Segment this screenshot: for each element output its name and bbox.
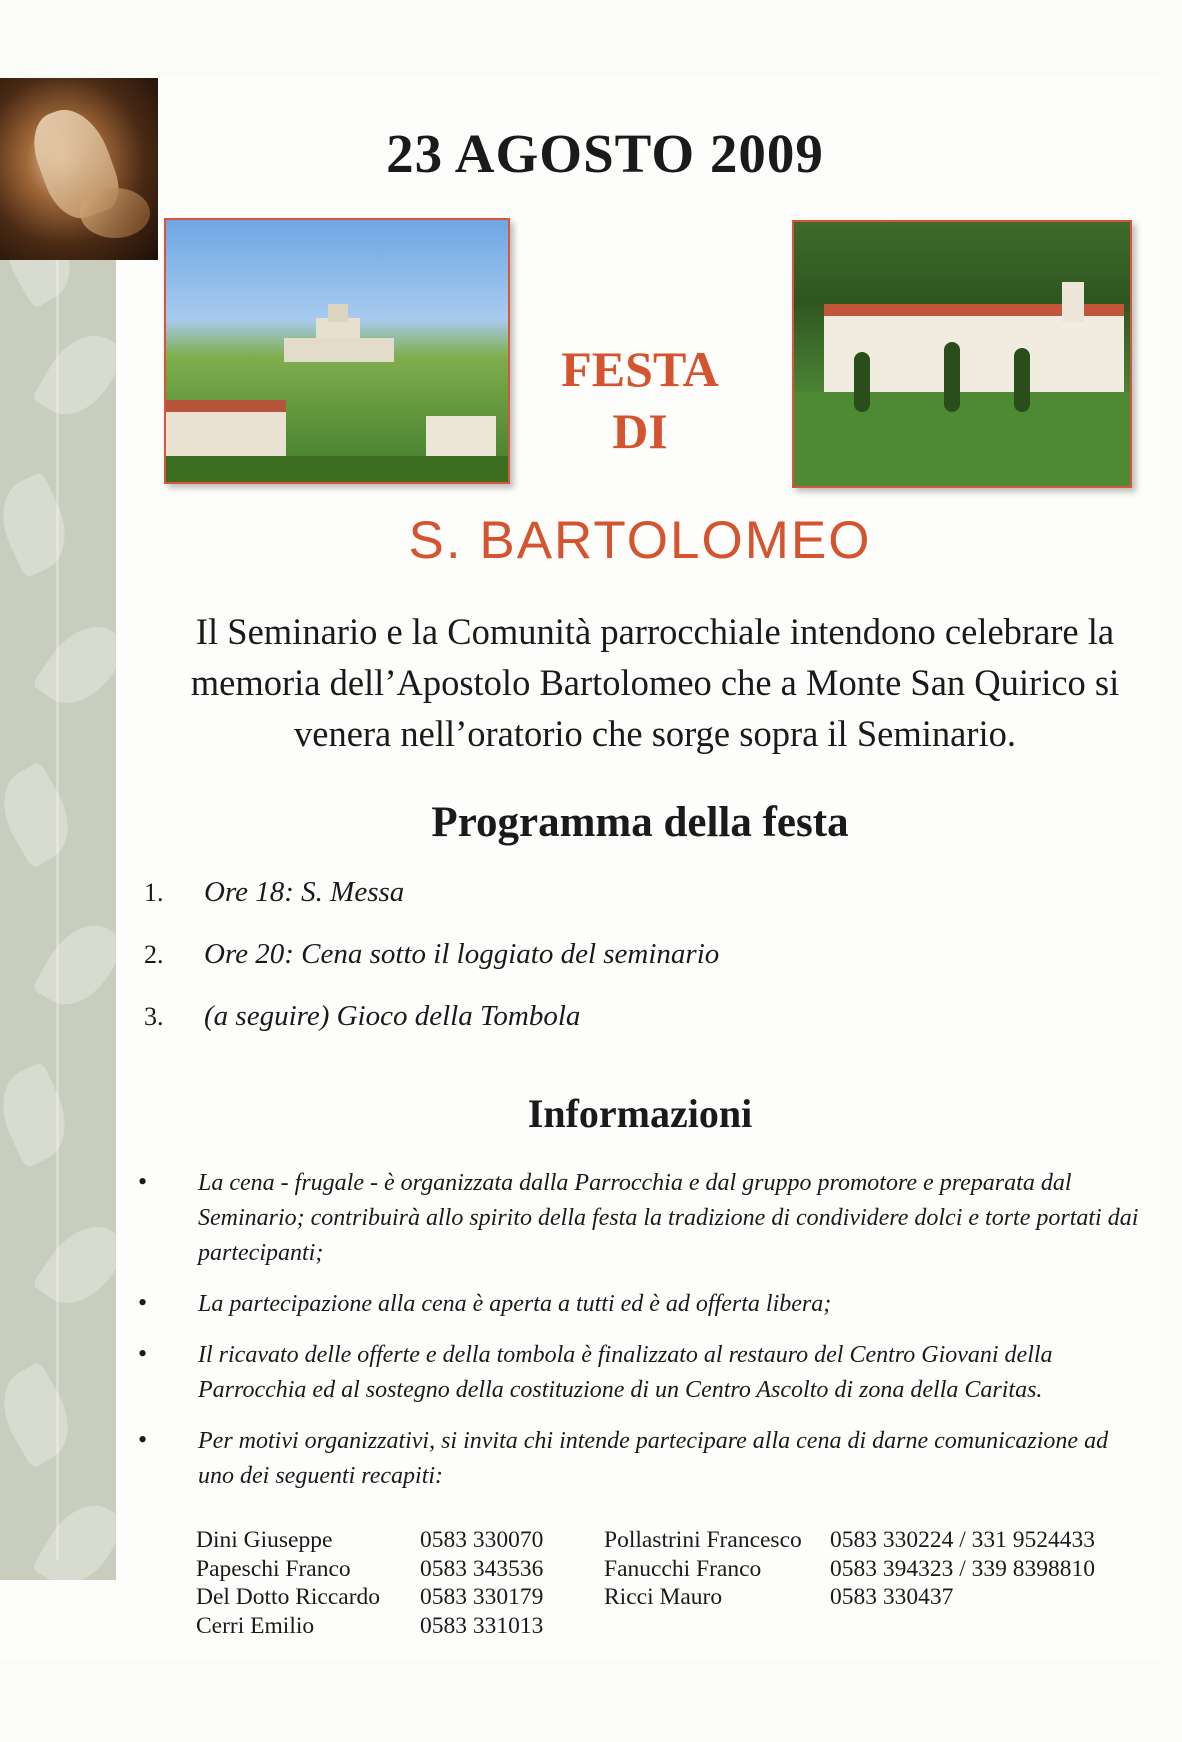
contacts-phones-left: [420, 1526, 580, 1640]
bullet: •: [138, 1288, 148, 1317]
list-item: [132, 1338, 1142, 1408]
contact-name: Pollastrini Francesco: [604, 1527, 802, 1553]
contact-phone: 0583 330070: [420, 1527, 544, 1553]
contact-name: Ricci Mauro: [604, 1584, 723, 1610]
list-item-text: Ore 18: S. Messa: [204, 876, 405, 908]
list-item-text: Per motivi organizzativi, si invita chi intende partecipare alla cena di darne comunicazione ad uno dei seguenti recapiti:: [198, 1428, 1109, 1489]
list-item: [138, 996, 1038, 1058]
contact-phone: 0583 394323 / 339 8398810: [830, 1555, 1096, 1582]
list-item-text: La partecipazione alla cena è aperta a tutti ed è ad offerta libera;: [198, 1291, 832, 1317]
decorative-sidebar: [0, 180, 116, 1580]
intro-paragraph: Il Seminario e la Comunità parrocchiale intendono celebrare la memoria dell’Apostolo Bartolomeo che a Monte San Quirico si venera nell’oratorio che sorge sopra il Seminario.: [190, 611, 1120, 754]
programma-list: [138, 872, 1038, 1058]
list-item-number: 2.: [144, 940, 164, 969]
contacts-names-right: [604, 1526, 824, 1612]
list-item: [132, 1424, 1142, 1494]
contact-name: Papeschi Franco: [196, 1555, 351, 1582]
bullet: •: [138, 1339, 148, 1368]
contact-name: Fanucchi Franco: [604, 1555, 762, 1582]
list-item-text: La cena - frugale - è organizzata dalla Parrocchia e dal gruppo promotore e preparata dal Seminario; contribuirà allo spirito della festa la tradizione di condividere dolci e torte portati dai partecipanti;: [198, 1170, 1139, 1266]
programma-heading: Programma della festa: [431, 799, 849, 846]
informazioni-list: [132, 1166, 1142, 1494]
contact-name: Del Dotto Riccardo: [196, 1584, 381, 1610]
bullet: •: [138, 1167, 148, 1196]
list-item: [138, 872, 1038, 934]
baroque-painting-image: [0, 78, 158, 260]
list-item-text: Il ricavato delle offerte e della tombola è finalizzato al restauro del Centro Giovani della Parrocchia ed al sostegno della costituzione di un Centro Ascolto di zona della Caritas.: [198, 1342, 1053, 1403]
list-item-number: 3.: [144, 1002, 164, 1031]
contacts-phones-right: [830, 1526, 1130, 1612]
list-item-text: Ore 20: Cena sotto il loggiato del seminario: [204, 938, 720, 970]
list-item-number: 1.: [144, 878, 164, 907]
festa-heading: [520, 338, 760, 462]
list-item: [138, 934, 1038, 996]
contact-phone: 0583 343536: [420, 1555, 544, 1582]
event-date: 23 AGOSTO 2009: [386, 123, 824, 184]
contact-name: Cerri Emilio: [196, 1612, 315, 1639]
contact-phone: 0583 331013: [420, 1612, 544, 1639]
contact-name: Dini Giuseppe: [196, 1527, 333, 1553]
bullet: •: [138, 1425, 148, 1454]
contact-phone: 0583 330179: [420, 1584, 544, 1610]
seminary-building-photo: [792, 220, 1132, 488]
village-church-photo: [164, 218, 510, 484]
list-item: [132, 1166, 1142, 1271]
festa-line-1: FESTA: [561, 341, 719, 397]
saint-name-heading: S. BARTOLOMEO: [408, 511, 872, 570]
informazioni-heading: Informazioni: [527, 1091, 753, 1136]
list-item-text: (a seguire) Gioco della Tombola: [204, 1000, 581, 1032]
festa-line-2: DI: [612, 403, 668, 459]
contact-phone: 0583 330224 / 331 9524433: [830, 1527, 1096, 1553]
contacts-names-left: [196, 1526, 416, 1640]
list-item: [132, 1287, 1142, 1322]
contact-phone: 0583 330437: [830, 1584, 954, 1610]
